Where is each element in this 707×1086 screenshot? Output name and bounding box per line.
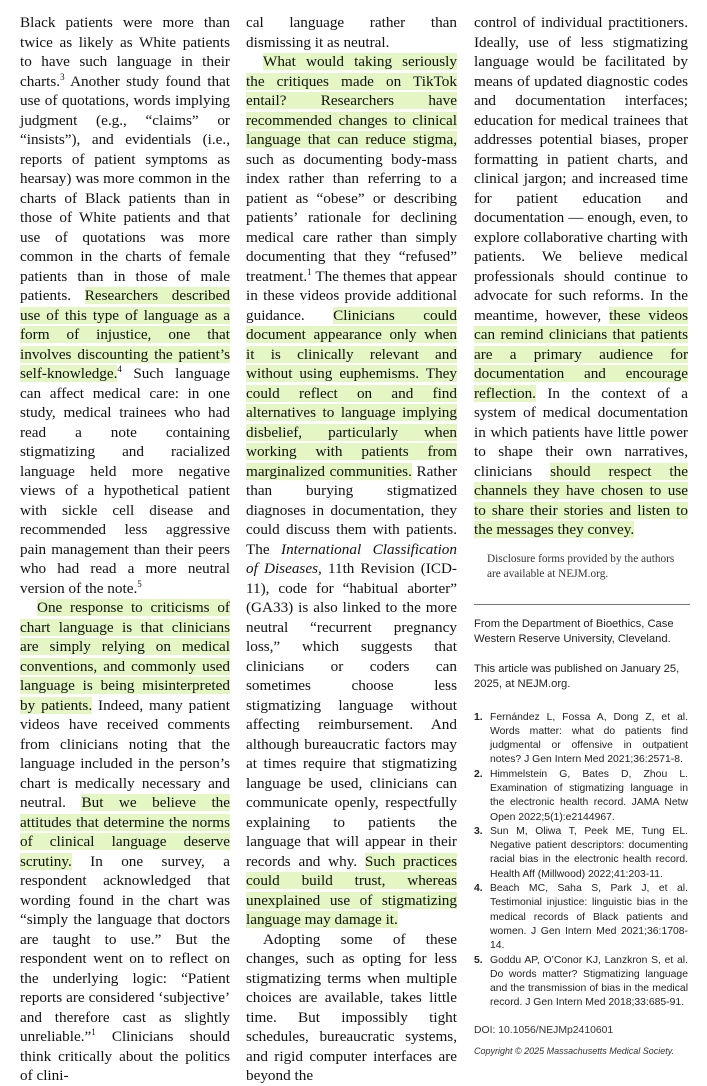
doi-link[interactable]: DOI: 10.1056/NEJMp2410601 [474,1024,614,1036]
copyright-notice: Copyright © 2025 Massachusetts Medical Society. [474,1046,675,1057]
reference-item: 2. Himmelstein G, Bates D, Zhou L. Examination of stigmatizing language in the electronic health record. JAMA Netw Open 2022;5(1):e2144967. [474,768,688,823]
highlighted-text[interactable]: One response to criticisms of chart language is that clinicians are simply relying on medical conventions, and commonly used language is being misinterpreted by patients. [20,599,230,714]
reference-list [474,711,688,1011]
text-column-2 [246,13,457,1086]
publication-note: This article was published on January 25, 2025, at NEJM.org. [474,662,680,690]
paragraph: Black patients were more than twice as likely as White patients to have such language in their charts.$^3$ Another study found that use of quotations, words implying judgment (e.g., “claims” or “insists”), and evidentials (i.e., reports of patient symptoms as hearsay) was more common in the charts of Black patients than in those of White patients and that use of quotations was more common in the charts of female patients than in those of male patients. Researchers described use of this type of language as a form of injustice, one that involves discounting the patient’s self-knowledge.$^4$ Such language can affect medical care: in one study, medical trainees who had read a note containing stigmatizing and racialized language held more negative views of a hypothetical patient with sickle cell disease and recommended less aggressive pain management than their peers who had read a more neutral version of the note.$^5$ [20,14,230,597]
reference-item: 3. Sun M, Oliwa T, Peek ME, Tung EL. Negative patient descriptors: documenting racial bias in the electronic health record. Health Aff (Millwood) 2022;41:203-11. [474,825,688,880]
text-column-1 [20,13,230,1086]
paragraph: control of individual practitioners. Ideally, use of less stigmatizing language would be facilitated by means of updated diagnostic codes and documentation interfaces; education for medical trainees that addresses potential biases, proper formatting in patient charts, and clinical jargon; and increased time for patient education and documentation — enough, even, to explore collaborative charting with patients. We believe medical professionals should continue to advocate for such reforms. In the meantime, however, these videos can remind clinicians that patients are a primary audience for documentation and encourage reflection. In the context of a system of medical documentation in which patients have little power to shape their own narratives, clinicians should respect the channels they have chosen to use to share their stories and listen to the messages they convey. [474,14,689,538]
disclosure-note: Disclosure forms provided by the authors are available at NEJM.org. [487,552,675,580]
paragraph: cal language rather than dismissing it as neutral. [246,14,457,51]
reference-item: 5. Goddu AP, O’Conor KJ, Lanzkron S, et al. Do words matter? Stigmatizing language and the transmission of bias in the medical record. J Gen Intern Med 2018;33:685-91. [474,954,688,1009]
highlighted-text[interactable]: But we believe the attitudes that determine the norms of clinical language deserve scrutiny. [20,794,231,870]
paragraph: What would taking seriously the critiques made on TikTok entail? Researchers have recommended changes to clinical language that can reduce stigma, such as documenting body-mass index rather than referring to a patient as “obese” or describing patients’ rationale for declining medical care rather than simply documenting that they “refused” treatment.$^1$ The themes that appear in these videos provide additional guidance. Clinicians could document appearance only when it is clinically relevant and without using euphemisms. They could reflect on and find alternatives to language implying disbelief, particularly when working with patients from marginalized communities. Rather than burying stigmatized diagnoses in documentation, they could discuss them with patients. The International Classification of Diseases, 11th Revision (ICD-11), code for “habitual aborter” (GA33) is also linked to the more neutral “recurrent pregnancy loss,” which suggests that clinicians or coders can sometimes choose less stigmatizing language without affecting reimbursement. And although bureaucratic factors may at times require that stigmatizing language be used, clinicians can communicate openly, respectfully explaining to patients the language that will appear in their records and why. Such practices could build trust, whereas unexplained use of stigmatizing language may damage it. [246,53,457,928]
highlighted-text[interactable]: Clinicians could document appearance only when it is clinically relevant and without using euphemisms. They could reflect on and find alternatives to language implying disbelief, particularly when working with patients from marginalized communities. [246,306,457,480]
reference-item: 4. Beach MC, Saha S, Park J, et al. Testimonial injustice: linguistic bias in the medical records of Black patients and women. J Gen Intern Med 2021;36:1708-14. [474,883,688,952]
paragraph: One response to criticisms of chart language is that clinicians are simply relying on medical conventions, and commonly used language is being misinterpreted by patients. Indeed, many patient videos have received comments from clinicians noting that the language included in the person’s chart is medically necessary and neutral. But we believe the attitudes that determine the norms of clinical language deserve scrutiny. In one survey, a respondent acknowledged that wording found in the chart was “simply the language that doctors are taught to use.” But the respondent went on to reflect on the underlying logic: “Patient reports are considered ‘subjective’ and therefore cast as slightly unreliable.”$^1$ Clinicians should think critically about the politics of clini- [20,599,231,1084]
reference-item: 1. Fernández L, Fossa A, Dong Z, et al. Words matter: what do patients find judgmental or offensive in outpatient notes? J Gen Intern Med 2021;36:2571-8. [474,711,688,766]
text-column-3 [474,13,688,1062]
divider [474,604,690,605]
highlighted-text[interactable]: Researchers described use of this type of language as a form of injustice, one that involves discounting the patient’s self-knowledge. [20,287,230,382]
highlighted-text[interactable]: What would taking seriously the critiques made on TikTok entail? Researchers have recommended changes to clinical language that can reduce stigma, [246,53,457,148]
paragraph: Adopting some of these changes, such as opting for less stigmatizing terms when multiple choices are available, takes little time. But impossibly tight schedules, bureaucratic systems, and rigid computer interfaces are beyond the [246,930,457,1084]
highlighted-text[interactable]: these videos can remind clinicians that patients are a primary audience for documentation and encourage reflection. [474,306,689,402]
highlighted-text[interactable]: Such practices could build trust, whereas unexplained use of stigmatizing language may damage it. [246,852,457,928]
highlighted-text[interactable]: should respect the channels they have chosen to use to share their stories and listen to the messages they convey. [474,462,688,538]
author-affiliation: From the Department of Bioethics, Case Western Reserve University, Cleveland. [474,617,674,645]
